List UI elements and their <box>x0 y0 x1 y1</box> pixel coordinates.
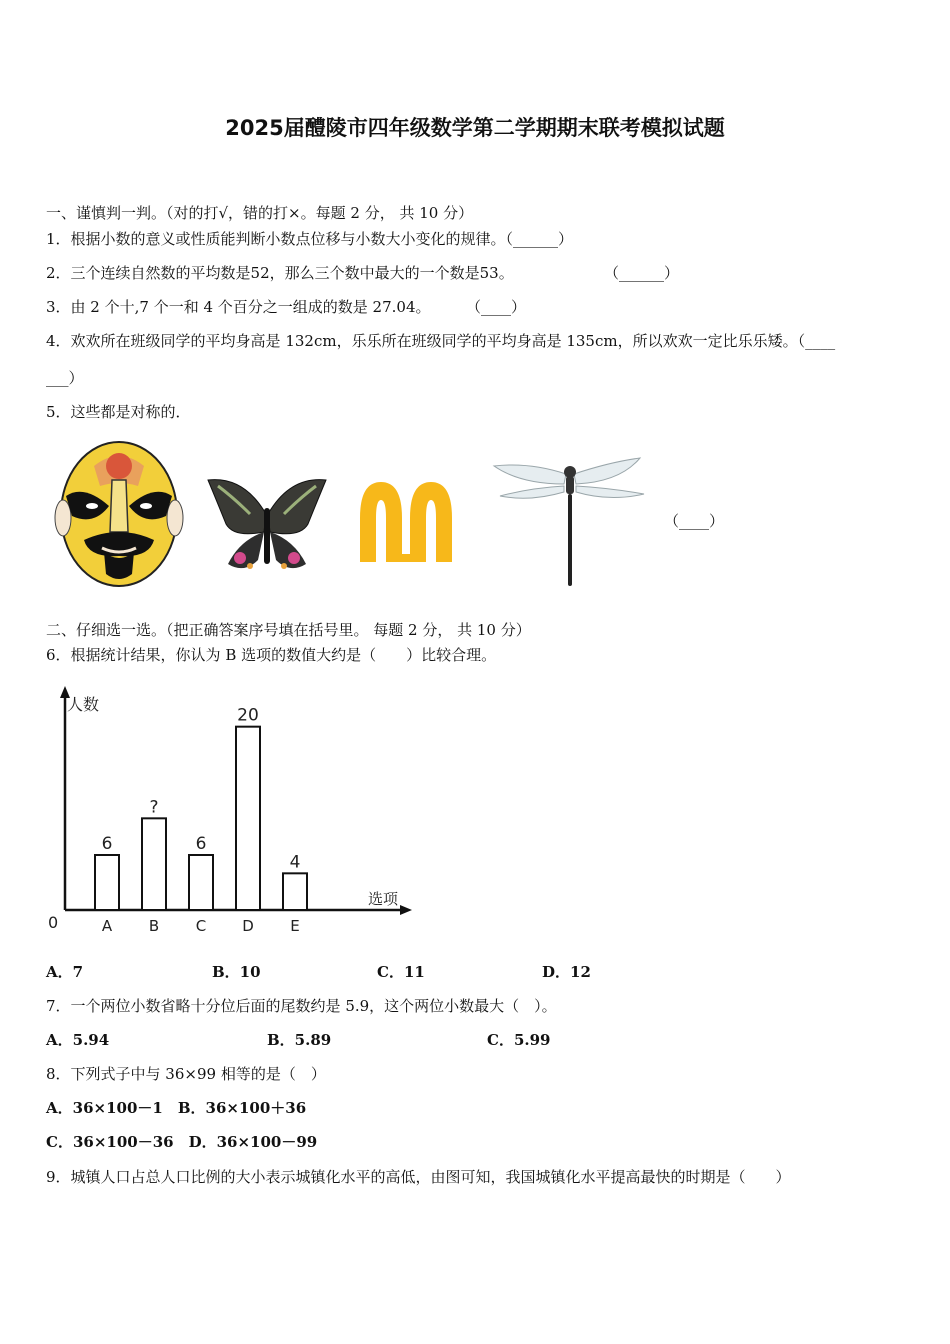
q7-option-a: A．5.94 <box>46 1031 110 1049</box>
bars-group <box>95 706 307 935</box>
bar-b <box>142 818 166 910</box>
question-4: 4．欢欢所在班级同学的平均身高是 132cm，乐乐所在班级同学的平均身高是 135cm，所以欢欢一定比乐乐矮。（____ <box>46 332 836 350</box>
q8-options-row-1: A．36×100－1 B．36×100＋36 <box>46 1099 307 1117</box>
question-5-blank: （____） <box>664 512 725 530</box>
data-label-c: 6 <box>195 834 207 854</box>
question-5: 5．这些都是对称的． <box>46 403 191 421</box>
data-label-d: 20 <box>237 705 259 726</box>
bar-d <box>236 727 260 910</box>
x-axis-arrow <box>400 905 412 915</box>
bar-chart <box>40 684 420 940</box>
q6-option-b: B．10 <box>212 963 261 981</box>
tick-label-d: D <box>242 917 254 935</box>
y-axis-label: 人数 <box>67 695 100 714</box>
q7-option-c: C．5.99 <box>487 1031 551 1049</box>
origin-label: 0 <box>48 913 59 932</box>
q6-option-c: C．11 <box>377 963 425 981</box>
question-8: 8．下列式子中与 36×99 相等的是（ ） <box>46 1065 326 1083</box>
question-2-blank: （______） <box>604 264 680 282</box>
data-label-a: 6 <box>101 834 113 854</box>
opera-mask-icon <box>54 436 184 588</box>
bar-e <box>283 873 307 910</box>
butterfly-icon <box>204 474 330 580</box>
question-1: 1．根据小数的意义或性质能判断小数点位移与小数大小变化的规律。（______） <box>46 230 574 248</box>
q6-option-d: D．12 <box>542 963 591 981</box>
question-6: 6．根据统计结果，你认为 B 选项的数值大约是（ ）比较合理。 <box>46 646 497 664</box>
x-axis-label: 选项 <box>368 890 399 908</box>
data-label-b: ? <box>149 797 159 818</box>
page-title: 2025届醴陵市四年级数学第二学期期末联考模拟试题 <box>225 116 725 140</box>
section2-header: 二、仔细选一选。（把正确答案序号填在括号里。 每题 2 分， 共 10 分） <box>46 621 531 639</box>
question-3: 3．由 2 个十,7 个一和 4 个百分之一组成的数是 27.04。 <box>46 298 431 316</box>
q7-option-b: B．5.89 <box>267 1031 332 1049</box>
bar-c <box>189 855 213 910</box>
q8-options-row-2: C．36×100－36 D．36×100－99 <box>46 1133 318 1151</box>
question-2: 2．三个连续自然数的平均数是52，那么三个数中最大的一个数是53。 <box>46 264 514 282</box>
tick-label-b: B <box>148 917 160 935</box>
section1-header: 一、谨慎判一判。（对的打√，错的打×。每题 2 分， 共 10 分） <box>46 204 474 222</box>
question-7: 7．一个两位小数省略十分位后面的尾数约是 5.9，这个两位小数最大（ ）。 <box>46 997 557 1015</box>
q6-option-a: A．7 <box>46 963 84 981</box>
tick-label-e: E <box>290 917 300 935</box>
question-3-blank: （____） <box>466 298 527 316</box>
dragonfly-icon <box>490 454 650 590</box>
question-9: 9．城镇人口占总人口比例的大小表示城镇化水平的高低，由图可知，我国城镇化水平提高最快的时期是（ ） <box>46 1168 791 1186</box>
data-label-e: 4 <box>289 852 301 873</box>
tick-label-c: C <box>195 917 207 935</box>
tick-label-a: A <box>101 917 113 935</box>
bar-a <box>95 855 119 910</box>
m-logo-icon <box>356 478 456 564</box>
question-4-continued: ___） <box>46 369 84 387</box>
